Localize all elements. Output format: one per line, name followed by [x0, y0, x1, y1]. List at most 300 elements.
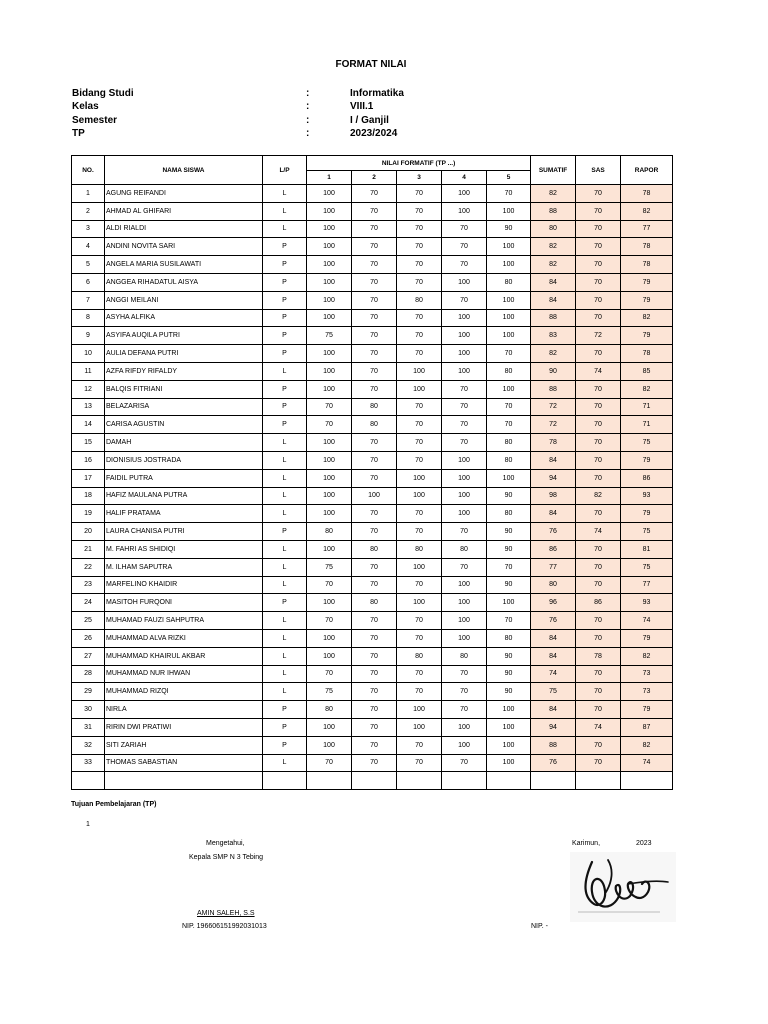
sumatif-cell: 80: [531, 576, 576, 594]
student-name-cell: MARFELINO KHAIDIR: [105, 576, 263, 594]
formatif-score-cell: 100: [442, 202, 487, 220]
sumatif-cell: 74: [531, 665, 576, 683]
formatif-score-cell: 70: [352, 523, 397, 541]
gender-cell: L: [263, 451, 307, 469]
header-formatif-col: 5: [487, 171, 531, 185]
rapor-cell: 85: [621, 362, 673, 380]
student-name-cell: MUHAMMAD NUR IHWAN: [105, 665, 263, 683]
rapor-cell: 82: [621, 202, 673, 220]
sumatif-cell: 84: [531, 701, 576, 719]
sas-cell: 74: [576, 362, 621, 380]
row-number-cell: 9: [72, 327, 105, 345]
sumatif-cell: 88: [531, 380, 576, 398]
formatif-score-cell: 80: [307, 701, 352, 719]
info-colon: :: [306, 101, 310, 112]
formatif-score-cell: 80: [397, 291, 442, 309]
empty-cell: [352, 772, 397, 790]
tp-item-number: 1: [86, 821, 90, 828]
sas-cell: 70: [576, 754, 621, 772]
sumatif-cell: 83: [531, 327, 576, 345]
formatif-score-cell: 90: [487, 683, 531, 701]
formatif-score-cell: 70: [487, 185, 531, 203]
formatif-score-cell: 100: [442, 362, 487, 380]
formatif-score-cell: 100: [442, 185, 487, 203]
table-row: [72, 291, 673, 309]
gender-cell: P: [263, 398, 307, 416]
row-number-cell: 3: [72, 220, 105, 238]
formatif-score-cell: 100: [307, 185, 352, 203]
student-name-cell: DIONISIUS JOSTRADA: [105, 451, 263, 469]
formatif-score-cell: 80: [487, 434, 531, 452]
tp-section-title: Tujuan Pembelajaran (TP): [71, 801, 157, 808]
sumatif-cell: 76: [531, 754, 576, 772]
formatif-score-cell: 70: [307, 576, 352, 594]
formatif-score-cell: 90: [487, 540, 531, 558]
sumatif-cell: 84: [531, 291, 576, 309]
page-title: FORMAT NILAI: [335, 59, 407, 70]
formatif-score-cell: 100: [307, 540, 352, 558]
sumatif-cell: 84: [531, 505, 576, 523]
row-number-cell: 7: [72, 291, 105, 309]
table-row: [72, 718, 673, 736]
formatif-score-cell: 70: [352, 754, 397, 772]
formatif-score-cell: 100: [397, 487, 442, 505]
gender-cell: P: [263, 256, 307, 274]
formatif-score-cell: 70: [352, 505, 397, 523]
student-name-cell: AHMAD AL GHIFARI: [105, 202, 263, 220]
sas-cell: 70: [576, 416, 621, 434]
formatif-score-cell: 70: [397, 416, 442, 434]
formatif-score-cell: 90: [487, 523, 531, 541]
header-sas: SAS: [576, 156, 621, 185]
student-name-cell: ANGGEA RIHADATUL AISYA: [105, 273, 263, 291]
rapor-cell: 75: [621, 558, 673, 576]
row-number-cell: 4: [72, 238, 105, 256]
formatif-score-cell: 90: [487, 576, 531, 594]
formatif-score-cell: 100: [307, 273, 352, 291]
sumatif-cell: 76: [531, 523, 576, 541]
formatif-score-cell: 70: [397, 185, 442, 203]
formatif-score-cell: 70: [442, 683, 487, 701]
table-row: [72, 416, 673, 434]
sas-cell: 70: [576, 665, 621, 683]
formatif-score-cell: 100: [442, 451, 487, 469]
student-name-cell: HALIF PRATAMA: [105, 505, 263, 523]
row-number-cell: 19: [72, 505, 105, 523]
sumatif-cell: 84: [531, 629, 576, 647]
sumatif-cell: 82: [531, 256, 576, 274]
table-row: [72, 185, 673, 203]
gender-cell: L: [263, 629, 307, 647]
row-number-cell: 27: [72, 647, 105, 665]
formatif-score-cell: 70: [487, 558, 531, 576]
table-row: [72, 665, 673, 683]
formatif-score-cell: 70: [397, 309, 442, 327]
table-row: [72, 505, 673, 523]
rapor-cell: 73: [621, 683, 673, 701]
formatif-score-cell: 100: [487, 327, 531, 345]
sas-cell: 70: [576, 256, 621, 274]
rapor-cell: 79: [621, 273, 673, 291]
student-name-cell: LAURA CHANISA PUTRI: [105, 523, 263, 541]
student-name-cell: MUHAMMAD ALVA RIZKI: [105, 629, 263, 647]
header-nama-siswa: NAMA SISWA: [105, 156, 263, 185]
row-number-cell: 6: [72, 273, 105, 291]
info-value: I / Ganjil: [350, 115, 389, 126]
header-formatif-col: 1: [307, 171, 352, 185]
rapor-cell: 79: [621, 505, 673, 523]
rapor-cell: 82: [621, 736, 673, 754]
table-row: [72, 256, 673, 274]
formatif-score-cell: 100: [487, 309, 531, 327]
info-value: Informatika: [350, 88, 404, 99]
sumatif-cell: 90: [531, 362, 576, 380]
formatif-score-cell: 70: [397, 612, 442, 630]
formatif-score-cell: 100: [442, 594, 487, 612]
sas-cell: 78: [576, 647, 621, 665]
sumatif-cell: 84: [531, 647, 576, 665]
rapor-cell: 93: [621, 487, 673, 505]
table-row: [72, 345, 673, 363]
header-sumatif: SUMATIF: [531, 156, 576, 185]
row-number-cell: 8: [72, 309, 105, 327]
rapor-cell: 78: [621, 238, 673, 256]
sumatif-cell: 94: [531, 718, 576, 736]
sas-cell: 82: [576, 487, 621, 505]
footer-principal-name: AMIN SALEH, S.S: [197, 910, 255, 917]
student-name-cell: AGUNG REIFANDI: [105, 185, 263, 203]
sumatif-cell: 82: [531, 238, 576, 256]
formatif-score-cell: 70: [397, 434, 442, 452]
formatif-score-cell: 70: [352, 309, 397, 327]
gender-cell: P: [263, 345, 307, 363]
rapor-cell: 74: [621, 612, 673, 630]
row-number-cell: 20: [72, 523, 105, 541]
formatif-score-cell: 100: [442, 487, 487, 505]
formatif-score-cell: 70: [397, 398, 442, 416]
row-number-cell: 2: [72, 202, 105, 220]
formatif-score-cell: 70: [352, 362, 397, 380]
gender-cell: L: [263, 683, 307, 701]
rapor-cell: 73: [621, 665, 673, 683]
empty-cell: [263, 772, 307, 790]
gender-cell: P: [263, 594, 307, 612]
gender-cell: P: [263, 309, 307, 327]
rapor-cell: 79: [621, 451, 673, 469]
formatif-score-cell: 100: [442, 327, 487, 345]
sumatif-cell: 96: [531, 594, 576, 612]
formatif-score-cell: 100: [397, 701, 442, 719]
empty-cell: [487, 772, 531, 790]
formatif-score-cell: 70: [442, 398, 487, 416]
rapor-cell: 78: [621, 256, 673, 274]
formatif-score-cell: 70: [442, 256, 487, 274]
sas-cell: 70: [576, 202, 621, 220]
rapor-cell: 77: [621, 576, 673, 594]
sas-cell: 70: [576, 451, 621, 469]
empty-cell: [307, 772, 352, 790]
formatif-score-cell: 70: [487, 612, 531, 630]
student-name-cell: HAFIZ MAULANA PUTRA: [105, 487, 263, 505]
rapor-cell: 82: [621, 309, 673, 327]
row-number-cell: 18: [72, 487, 105, 505]
table-row: [72, 647, 673, 665]
rapor-cell: 82: [621, 380, 673, 398]
footer-teacher-nip: NIP. -: [531, 923, 548, 930]
formatif-score-cell: 70: [352, 202, 397, 220]
student-name-cell: NIRLA: [105, 701, 263, 719]
formatif-score-cell: 70: [487, 398, 531, 416]
formatif-score-cell: 70: [307, 416, 352, 434]
table-row: [72, 612, 673, 630]
sumatif-cell: 80: [531, 220, 576, 238]
formatif-score-cell: 80: [487, 273, 531, 291]
sas-cell: 70: [576, 185, 621, 203]
rapor-cell: 87: [621, 718, 673, 736]
rapor-cell: 81: [621, 540, 673, 558]
formatif-score-cell: 70: [352, 576, 397, 594]
sas-cell: 70: [576, 736, 621, 754]
row-number-cell: 16: [72, 451, 105, 469]
student-name-cell: M. FAHRI AS SHIDIQI: [105, 540, 263, 558]
info-value: 2023/2024: [350, 128, 398, 139]
formatif-score-cell: 100: [307, 594, 352, 612]
sumatif-cell: 88: [531, 736, 576, 754]
formatif-score-cell: 80: [352, 398, 397, 416]
formatif-score-cell: 70: [397, 665, 442, 683]
formatif-score-cell: 100: [442, 576, 487, 594]
table-row: [72, 327, 673, 345]
sumatif-cell: 76: [531, 612, 576, 630]
rapor-cell: 82: [621, 647, 673, 665]
sas-cell: 70: [576, 576, 621, 594]
formatif-score-cell: 80: [442, 540, 487, 558]
student-name-cell: M. ILHAM SAPUTRA: [105, 558, 263, 576]
info-colon: :: [306, 88, 310, 99]
formatif-score-cell: 100: [397, 469, 442, 487]
formatif-score-cell: 90: [487, 220, 531, 238]
formatif-score-cell: 70: [397, 202, 442, 220]
rapor-cell: 71: [621, 398, 673, 416]
student-name-cell: CARISA AGUSTIN: [105, 416, 263, 434]
row-number-cell: 11: [72, 362, 105, 380]
table-row: [72, 273, 673, 291]
formatif-score-cell: 100: [442, 612, 487, 630]
gender-cell: L: [263, 469, 307, 487]
empty-cell: [576, 772, 621, 790]
formatif-score-cell: 100: [397, 718, 442, 736]
formatif-score-cell: 100: [307, 629, 352, 647]
gender-cell: P: [263, 701, 307, 719]
gender-cell: L: [263, 647, 307, 665]
formatif-score-cell: 100: [487, 701, 531, 719]
formatif-score-cell: 70: [352, 612, 397, 630]
gender-cell: L: [263, 487, 307, 505]
empty-cell: [621, 772, 673, 790]
sumatif-cell: 77: [531, 558, 576, 576]
row-number-cell: 1: [72, 185, 105, 203]
formatif-score-cell: 70: [442, 558, 487, 576]
formatif-score-cell: 100: [307, 220, 352, 238]
gender-cell: P: [263, 380, 307, 398]
sumatif-cell: 72: [531, 398, 576, 416]
student-name-cell: RIRIN DWI PRATIWI: [105, 718, 263, 736]
sumatif-cell: 82: [531, 185, 576, 203]
formatif-score-cell: 70: [397, 220, 442, 238]
row-number-cell: 26: [72, 629, 105, 647]
formatif-score-cell: 70: [487, 345, 531, 363]
formatif-score-cell: 100: [442, 273, 487, 291]
formatif-score-cell: 80: [487, 362, 531, 380]
formatif-score-cell: 70: [352, 327, 397, 345]
gender-cell: L: [263, 202, 307, 220]
formatif-score-cell: 70: [352, 434, 397, 452]
student-name-cell: ANDINI NOVITA SARI: [105, 238, 263, 256]
student-name-cell: BELAZARISA: [105, 398, 263, 416]
formatif-score-cell: 70: [352, 558, 397, 576]
formatif-score-cell: 100: [307, 647, 352, 665]
formatif-score-cell: 70: [352, 629, 397, 647]
row-number-cell: 30: [72, 701, 105, 719]
sumatif-cell: 72: [531, 416, 576, 434]
info-label: Kelas: [72, 101, 99, 112]
sas-cell: 70: [576, 629, 621, 647]
formatif-score-cell: 100: [397, 594, 442, 612]
formatif-score-cell: 70: [352, 185, 397, 203]
formatif-score-cell: 70: [352, 345, 397, 363]
header-lp: L/P: [263, 156, 307, 185]
formatif-score-cell: 70: [442, 523, 487, 541]
rapor-cell: 79: [621, 629, 673, 647]
table-row: [72, 683, 673, 701]
rapor-cell: 86: [621, 469, 673, 487]
rapor-cell: 93: [621, 594, 673, 612]
row-number-cell: 33: [72, 754, 105, 772]
student-name-cell: ANGELA MARIA SUSILAWATI: [105, 256, 263, 274]
formatif-score-cell: 70: [352, 380, 397, 398]
student-name-cell: BALQIS FITRIANI: [105, 380, 263, 398]
sumatif-cell: 84: [531, 451, 576, 469]
sas-cell: 74: [576, 523, 621, 541]
formatif-score-cell: 70: [397, 523, 442, 541]
rapor-cell: 78: [621, 185, 673, 203]
gender-cell: P: [263, 291, 307, 309]
sumatif-cell: 86: [531, 540, 576, 558]
formatif-score-cell: 80: [487, 451, 531, 469]
formatif-score-cell: 100: [442, 309, 487, 327]
info-colon: :: [306, 128, 310, 139]
formatif-score-cell: 70: [352, 273, 397, 291]
formatif-score-cell: 100: [487, 718, 531, 736]
empty-cell: [72, 772, 105, 790]
formatif-score-cell: 100: [307, 469, 352, 487]
signature-image: [570, 852, 676, 922]
info-label: Bidang Studi: [72, 88, 134, 99]
formatif-score-cell: 100: [397, 362, 442, 380]
formatif-score-cell: 70: [352, 701, 397, 719]
info-label: Semester: [72, 115, 118, 126]
formatif-score-cell: 70: [307, 754, 352, 772]
formatif-score-cell: 70: [352, 238, 397, 256]
formatif-score-cell: 90: [487, 487, 531, 505]
formatif-score-cell: 70: [397, 736, 442, 754]
formatif-score-cell: 70: [352, 683, 397, 701]
formatif-score-cell: 100: [307, 451, 352, 469]
formatif-score-cell: 100: [487, 380, 531, 398]
header-formatif-col: 3: [397, 171, 442, 185]
formatif-score-cell: 80: [487, 505, 531, 523]
formatif-score-cell: 80: [397, 647, 442, 665]
student-name-cell: AULIA DEFANA PUTRI: [105, 345, 263, 363]
gender-cell: P: [263, 273, 307, 291]
table-row: [72, 594, 673, 612]
table-row: [72, 701, 673, 719]
gender-cell: P: [263, 718, 307, 736]
formatif-score-cell: 70: [352, 736, 397, 754]
row-number-cell: 29: [72, 683, 105, 701]
formatif-score-cell: 70: [397, 683, 442, 701]
gender-cell: P: [263, 238, 307, 256]
formatif-score-cell: 100: [487, 238, 531, 256]
footer-place: Karimun,: [572, 840, 601, 847]
header-rapor: RAPOR: [621, 156, 673, 185]
formatif-score-cell: 70: [487, 416, 531, 434]
formatif-score-cell: 70: [442, 291, 487, 309]
table-row: [72, 540, 673, 558]
formatif-score-cell: 70: [397, 256, 442, 274]
formatif-score-cell: 100: [307, 362, 352, 380]
row-number-cell: 21: [72, 540, 105, 558]
sumatif-cell: 78: [531, 434, 576, 452]
student-name-cell: AZFA RIFDY RIFALDY: [105, 362, 263, 380]
table-row: [72, 434, 673, 452]
table-row: [72, 362, 673, 380]
table-row: [72, 309, 673, 327]
formatif-score-cell: 70: [307, 398, 352, 416]
header-nilai-formatif: NILAI FORMATIF (TP ...): [307, 156, 531, 171]
gender-cell: P: [263, 327, 307, 345]
sumatif-cell: 94: [531, 469, 576, 487]
formatif-score-cell: 70: [397, 505, 442, 523]
rapor-cell: 78: [621, 345, 673, 363]
row-number-cell: 17: [72, 469, 105, 487]
row-number-cell: 13: [72, 398, 105, 416]
formatif-score-cell: 100: [442, 629, 487, 647]
row-number-cell: 28: [72, 665, 105, 683]
empty-cell: [105, 772, 263, 790]
row-number-cell: 14: [72, 416, 105, 434]
sas-cell: 70: [576, 238, 621, 256]
row-number-cell: 12: [72, 380, 105, 398]
formatif-score-cell: 100: [307, 736, 352, 754]
empty-cell: [397, 772, 442, 790]
student-name-cell: ALDI RIALDI: [105, 220, 263, 238]
formatif-score-cell: 100: [487, 291, 531, 309]
rapor-cell: 77: [621, 220, 673, 238]
formatif-score-cell: 80: [487, 629, 531, 647]
formatif-score-cell: 70: [442, 665, 487, 683]
formatif-score-cell: 70: [397, 754, 442, 772]
table-row: [72, 736, 673, 754]
table-row: [72, 576, 673, 594]
formatif-score-cell: 70: [442, 220, 487, 238]
formatif-score-cell: 100: [307, 238, 352, 256]
rapor-cell: 79: [621, 701, 673, 719]
rapor-cell: 79: [621, 291, 673, 309]
student-name-cell: ASYHA ALFIKA: [105, 309, 263, 327]
formatif-score-cell: 70: [397, 451, 442, 469]
table-row: [72, 220, 673, 238]
